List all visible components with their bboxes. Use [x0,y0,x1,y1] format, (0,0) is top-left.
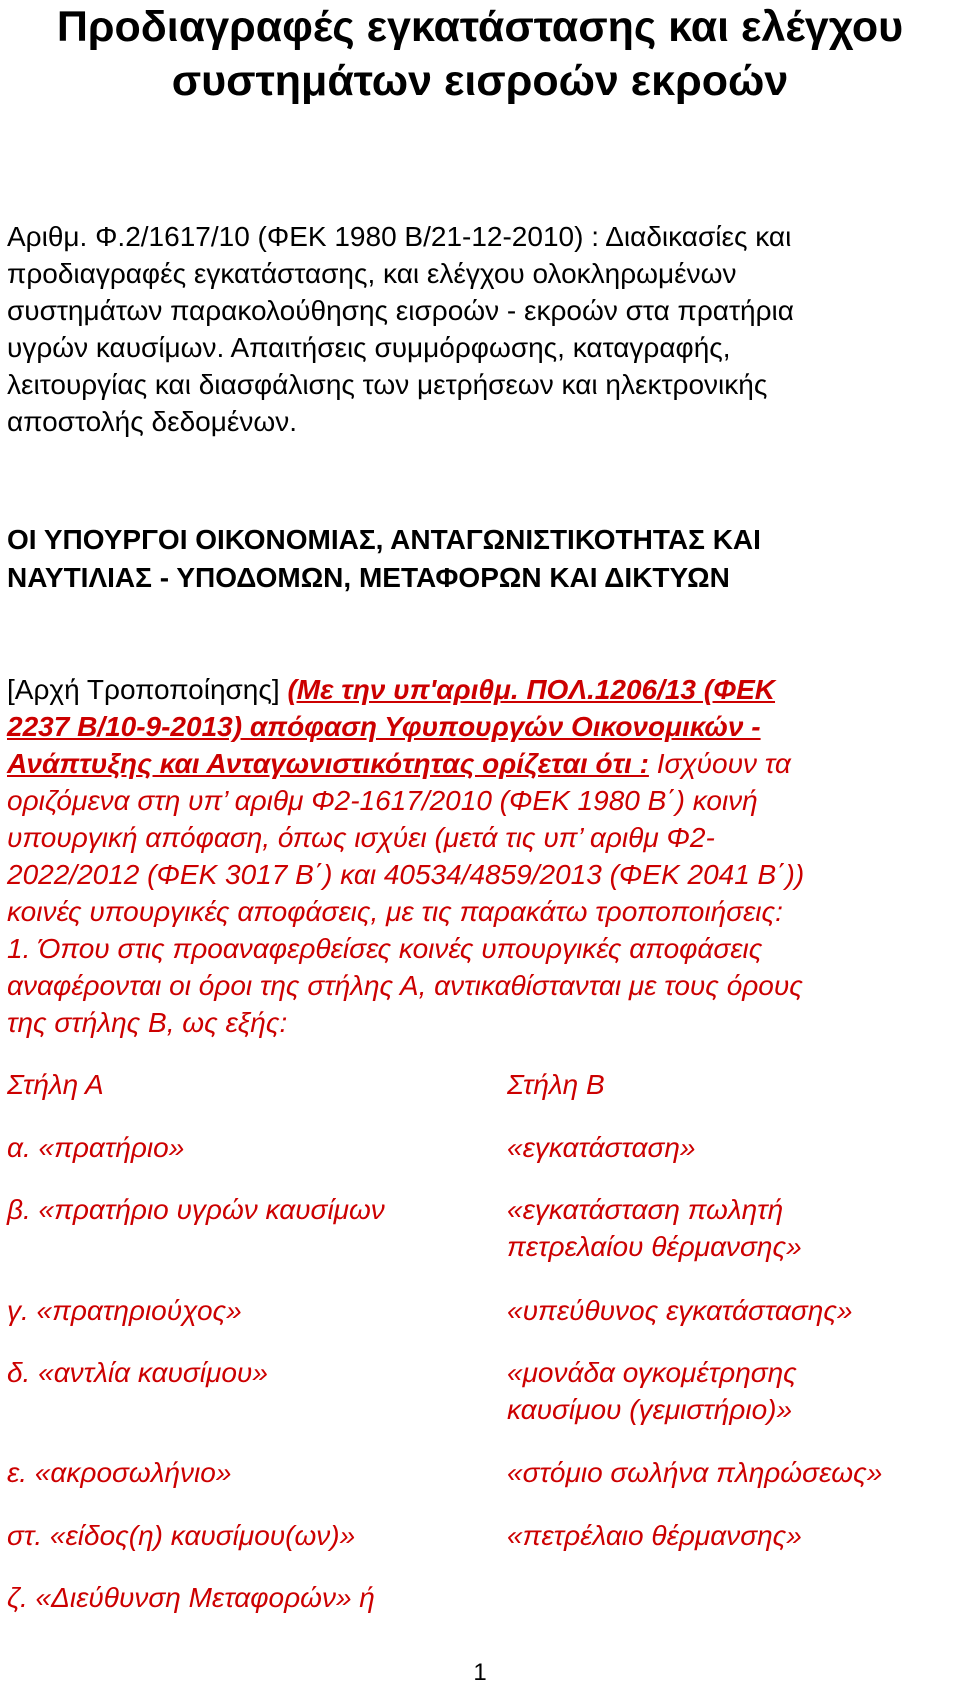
amendment-reference-link[interactable]: (Με την υπ'αριθμ. ΠΟΛ.1206/13 (ΦΕΚ [287,674,776,705]
amendment-line-3 [7,745,957,782]
amendment-text-line: κοινές υπουργικές αποφάσεις, με τις παρακάτω τροποποιήσεις: [7,896,783,927]
term-b: «εγκατάσταση» [507,1132,696,1163]
amendment-start-label: [Αρχή Τροποποίησης] [7,674,280,705]
page-number: 1 [473,1659,487,1686]
term-a: ζ. «Διεύθυνση Μεταφορών» ή [7,1582,375,1613]
intro-line: υγρών καυσίμων. Απαιτήσεις συμμόρφωσης, καταγραφής, [7,332,731,363]
term-a: ε. «ακροσωλήνιο» [7,1457,232,1488]
amendment-reference-link[interactable]: Ανάπτυξης και Ανταγωνιστικότητας ορίζεται ότι : [7,748,649,779]
amendment-line-2 [7,708,957,745]
amendment-reference-link[interactable]: 2237 Β/10-9-2013) απόφαση Υφυπουργών Οικονομικών - [7,711,761,742]
amendment-text-line: αναφέρονται οι όροι της στήλης Α, αντικαθίστανται με τους όρους [7,970,803,1001]
heading-line-2: ΝΑΥΤΙΛΙΑΣ - ΥΠΟΔΟΜΩΝ, ΜΕΤΑΦΟΡΩΝ ΚΑΙ ΔΙΚΤΥΩΝ [7,562,730,593]
term-a: α. «πρατήριο» [7,1132,185,1163]
term-a: β. «πρατήριο υγρών καυσίμων [7,1194,385,1225]
column-b-header: Στήλη Β [507,1069,605,1100]
intro-line: Αριθμ. Φ.2/1617/10 (ΦΕΚ 1980 Β/21-12-2010) : Διαδικασίες και [7,221,792,252]
page-title [0,0,960,108]
amendment-text-line: οριζόμενα στη υπ’ αριθμ Φ2-1617/2010 (ΦΕΚ 1980 Β΄) κοινή [7,785,758,816]
amendment-text-line: 1. Όπου στις προαναφερθείσες κοινές υπουργικές αποφάσεις [7,933,763,964]
term-a: στ. «είδος(η) καυσίμου(ων)» [7,1520,356,1551]
title-line-1: Προδιαγραφές εγκατάστασης και ελέγχου [56,3,904,51]
ministers-heading [7,521,957,597]
amendment-text-line: υπουργική απόφαση, όπως ισχύει (μετά τις υπ’ αριθμ Φ2- [7,822,715,853]
amendment-line-1 [7,671,957,708]
term-b: «στόμιο σωλήνα πληρώσεως» [507,1457,883,1488]
term-b: «μονάδα ογκομέτρησης καυσίμου (γεμιστήριο)» [507,1357,797,1425]
amendment-block [7,671,957,1041]
intro-line: αποστολής δεδομένων. [7,406,297,437]
column-a-header: Στήλη Α [7,1069,104,1100]
term-a: δ. «αντλία καυσίμου» [7,1357,268,1388]
intro-line: συστημάτων παρακολούθησης εισροών - εκροών στα πρατήρια [7,295,794,326]
amendment-text-line: της στήλης Β, ως εξής: [7,1007,288,1038]
title-line-2: συστημάτων εισροών εκροών [171,57,789,105]
intro-line: λειτουργίας και διασφάλισης των μετρήσεων και ηλεκτρονικής [7,369,768,400]
term-b: «πετρέλαιο θέρμανσης» [507,1520,802,1551]
term-b: «υπεύθυνος εγκατάστασης» [507,1295,853,1326]
heading-line-1: ΟΙ ΥΠΟΥΡΓΟΙ ΟΙΚΟΝΟΜΙΑΣ, ΑΝΤΑΓΩΝΙΣΤΙΚΟΤΗΤΑΣ ΚΑΙ [7,524,761,555]
intro-paragraph [7,218,957,440]
amendment-text: Ισχύουν τα [656,748,791,779]
amendment-text-line: 2022/2012 (ΦΕΚ 3017 Β΄) και 40534/4859/2013 (ΦΕΚ 2041 Β΄)) [7,859,805,890]
term-b: «εγκατάσταση πωλητή πετρελαίου θέρμανσης» [507,1194,802,1262]
term-a: γ. «πρατηριούχος» [7,1295,242,1326]
intro-line: προδιαγραφές εγκατάστασης, και ελέγχου ολοκληρωμένων [7,258,737,289]
